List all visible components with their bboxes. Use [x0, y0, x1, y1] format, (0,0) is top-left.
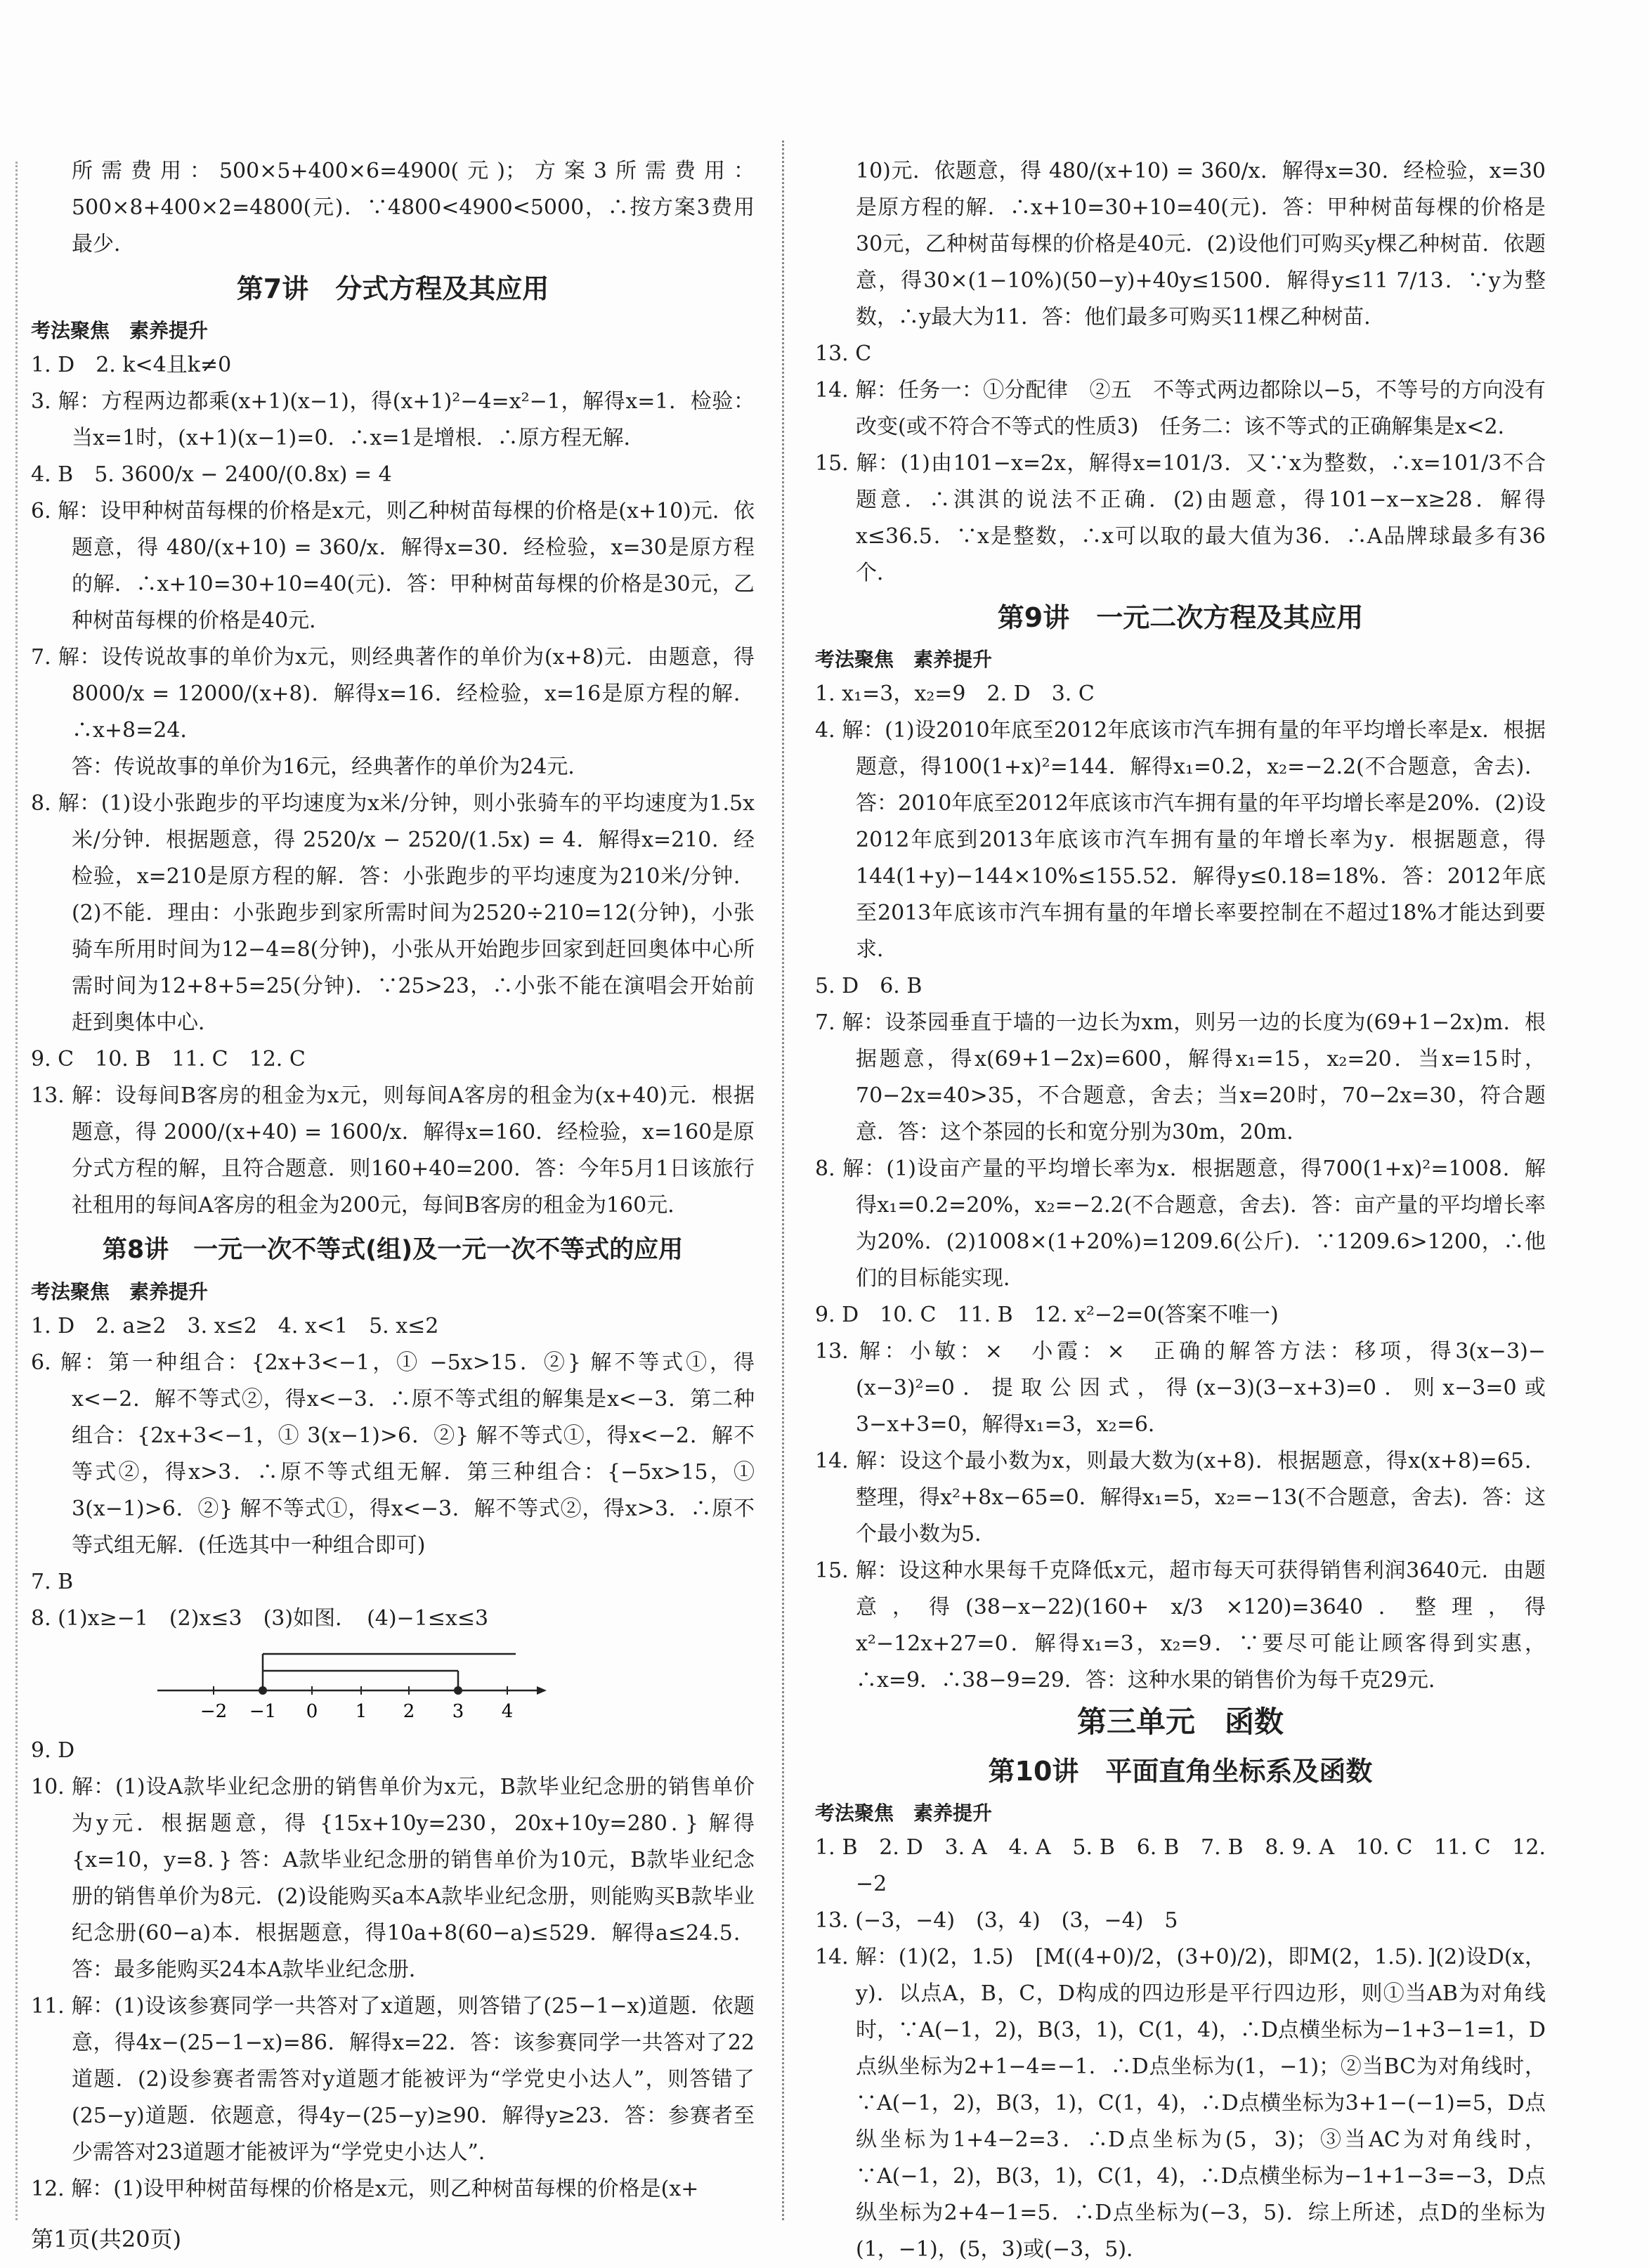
binding-margin-line — [15, 162, 18, 2220]
answer-item: 5. D 6. B — [815, 974, 923, 998]
lecture-10-title: 第10讲 平面直角坐标系及函数 — [988, 1756, 1373, 1787]
number-line-figure — [157, 1641, 551, 1726]
left-column — [31, 153, 755, 2208]
lecture-9-title: 第9讲 一元二次方程及其应用 — [997, 602, 1364, 633]
answer-item: 14. 解：任务一：①分配律 ②五 不等式两边都除以−5，不等号的方向没有改变(或不符合不等式的性质3) 任务二：该不等式的正确解集是x<2． — [815, 378, 1546, 439]
answer-item: 14. 解：(1)(2，1.5) [M((4+0)/2，(3+0)/2)，即M(2，1.5)．](2)设D(x，y)．以点A，B，C，D构成的四边形是平行四边形，则①当AB为对角线时，∵A(−1，2)，B(3，1)，C(1，4)，∴D点横坐标为−1+3−1=1，D点纵坐标为2+1−4=−1．∴D点坐标为(1，−1)；②当BC为对角线时，∵A(−1，2)，B(3，1)，C(1，4)，∴D点横坐标为3+1−(−1)=5，D点纵坐标为1+4−2=3．∴D点坐标为(5，3)；③当AC为对角线时，∵A(−1，2)，B(3，1)，C(1，4)，∴D点横坐标为−1+1−3=−3，D点纵坐标为2+4−1=5．∴D点坐标为(−3，5)．综上所述，点D的坐标为(1，−1)，(5，3)或(−3，5)． — [815, 1945, 1546, 2262]
lecture-7-title: 第7讲 分式方程及其应用 — [236, 273, 549, 304]
answer-item: 7. 解：设传说故事的单价为x元，则经典著作的单价为(x+8)元．由题意，得 8000/x = 12000/(x+8)．解得x=16．经检验，x=16是原方程的解．∴x+8=24． — [31, 645, 755, 743]
answer-item: 6. 解：第一种组合：{2x+3<−1，① −5x>15．②} 解不等式①，得x<−2．解不等式②，得x<−3．∴原不等式组的解集是x<−3．第二种组合：{2x+3<−1，① 3(x−1)>6．②} 解不等式①，得x<−2．解不等式②，得x>3．∴原不等式组无解．第三种组合：{−5x>15，① 3(x−1)>6．②} 解不等式①，得x<−3．解不等式②，得x>3．∴原不等式组无解．(任选其中一种组合即可) — [31, 1350, 755, 1558]
axis-tick-label: 1 — [355, 1701, 367, 1722]
column-divider — [782, 141, 784, 2220]
answer-item: 15. 解：设这种水果每千克降低x元，超市每天可获得销售利润3640元．由题意，得(38−x−22)(160+ x/3 ×120)=3640．整理，得x²−12x+27=0．解得x₁=3，x₂=9．∵要尽可能让顾客得到实惠，∴x=9．∴38−9=29．答：这种水果的销售价为每千克29元． — [815, 1558, 1546, 1693]
page-footer: 第1页(共20页) — [31, 2226, 182, 2253]
answer-item: 1. D 2. k<4且k≠0 — [31, 353, 232, 377]
axis-tick-label: −2 — [200, 1701, 228, 1722]
axis-tick-label: 4 — [501, 1701, 514, 1722]
axis-tick-label: 2 — [403, 1701, 415, 1722]
answer-item: 12. 解：(1)设甲种树苗每棵的价格是x元，则乙种树苗每棵的价格是(x+ — [31, 2177, 699, 2201]
answer-item: 9. D — [31, 1738, 75, 1763]
answer-item: 11. 解：(1)设该参赛同学一共答对了x道题，则答错了(25−1−x)道题．依题意，得4x−(25−1−x)=86．解得x=22．答：该参赛同学一共答对了22道题．(2)设参赛者需答对y道题才能被评为“学党史小达人”，则答错了(25−y)道题．依题意，得4y−(25−y)≥90．解得y≥23．答：参赛者至少需答对23道题才能被评为“学党史小达人”． — [31, 1994, 755, 2165]
answer-item: 13. 解：小敏：× 小霞：× 正确的解答方法：移项，得3(x−3)−(x−3)²=0．提取公因式，得(x−3)(3−x+3)=0．则x−3=0或3−x+3=0，解得x₁=3，x₂=6． — [815, 1339, 1546, 1437]
axis-tick-label: 0 — [306, 1701, 318, 1722]
axis-tick-label: −1 — [249, 1701, 277, 1722]
axis-arrow-icon — [537, 1686, 547, 1695]
answer-item: 14. 解：设这个最小数为x，则最大数为(x+8)．根据题意，得x(x+8)=65．整理，得x²+8x−65=0．解得x₁=5，x₂=−13(不合题意，舍去)．答：这个最小数为5． — [815, 1449, 1546, 1546]
answer-item: 7. B — [31, 1570, 74, 1594]
continued-text: 10)元．依题意，得 480/(x+10) = 360/x．解得x=30．经检验，x=30是原方程的解．∴x+10=30+10=40(元)．答：甲种树苗每棵的价格是30元，乙种树苗每棵的价格是40元．(2)设他们可购买y棵乙种树苗．依题意，得30×(1−10%)(50−y)+40y≤1500．解得y≤11 7/13．∵y为整数，∴y最大为11．答：他们最多可购买11棵乙种树苗． — [856, 159, 1546, 330]
answer-item: 8. (1)x≥−1 (2)x≤3 (3)如图． (4)−1≤x≤3 — [31, 1606, 489, 1631]
answer-item: 1. D 2. a≥2 3. x≤2 4. x<1 5. x≤2 — [31, 1314, 439, 1338]
answer-item: 1. B 2. D 3. A 4. A 5. B 6. B 7. B 8. 9. A 10. C 11. C 12. −2 — [815, 1835, 1546, 1896]
answer-item: 9. D 10. C 11. B 12. x²−2=0(答案不唯一) — [815, 1303, 1279, 1327]
answer-item: 13. 解：设每间B客房的租金为x元，则每间A客房的租金为(x+40)元．根据题意，得 2000/(x+40) = 1600/x．解得x=160．经检验，x=160是原分式方程的解，且符合题意．则160+40=200．答：今年5月1日该旅行社租用的每间A客房的租金为200元，每间B客房的租金为160元． — [31, 1083, 755, 1218]
answer-item: 8. 解：(1)设亩产量的平均增长率为x．根据题意，得700(1+x)²=1008．解得x₁=0.2=20%，x₂=−2.2(不合题意，舍去)．答：亩产量的平均增长率为20%．(2)1008×(1+20%)=1209.6(公斤)．∵1209.6>1200，∴他们的目标能实现． — [815, 1156, 1546, 1291]
answer-item: 15. 解：(1)由101−x=2x，解得x=101/3．又∵x为整数，∴x=101/3不合题意．∴淇淇的说法不正确．(2)由题意，得101−x−x≥28．解得x≤36.5．∵x是整数，∴x可以取的最大值为36．∴A品牌球最多有36个． — [815, 451, 1546, 585]
section-subtitle: 考法聚焦 素养提升 — [31, 1280, 209, 1303]
answer-item: 13. C — [815, 341, 872, 366]
answer-item: 1. x₁=3，x₂=9 2. D 3. C — [815, 682, 1095, 706]
section-subtitle: 考法聚焦 素养提升 — [815, 1801, 993, 1825]
continued-text: 所需费用：500×5+400×6=4900(元)；方案3所需费用：500×8+400×2=4800(元)．∵4800<4900<5000，∴按方案3费用最少． — [72, 159, 755, 256]
section-subtitle: 考法聚焦 素养提升 — [31, 319, 209, 342]
answer-item: 10. 解：(1)设A款毕业纪念册的销售单价为x元，B款毕业纪念册的销售单价为y元．根据题意，得 {15x+10y=230，20x+10y=280．} 解得 {x=10，y=8．} 答：A款毕业纪念册的销售单价为10元，B款毕业纪念册的销售单价为8元．(2)设能购买a本A款毕业纪念册，则能购买B款毕业纪念册(60−a)本．根据题意，得10a+8(60−a)≤529．解得a≤24.5．答：最多能购买24本A款毕业纪念册． — [31, 1775, 755, 1982]
unit-3-title: 第三单元 函数 — [1076, 1705, 1284, 1739]
axis-tick-label: 3 — [452, 1701, 464, 1722]
answer-item: 3. 解：方程两边都乘(x+1)(x−1)，得(x+1)²−4=x²−1，解得x=1．检验：当x=1时，(x+1)(x−1)=0．∴x=1是增根．∴原方程无解． — [31, 389, 755, 450]
answer-item: 6. 解：设甲种树苗每棵的价格是x元，则乙种树苗每棵的价格是(x+10)元．依题意，得 480/(x+10) = 360/x．解得x=30．经检验，x=30是原方程的解．∴x+10=30+10=40(元)．答：甲种树苗每棵的价格是30元，乙种树苗每棵的价格是40元． — [31, 499, 755, 633]
answer-item: 13. (−3，−4) (3，4) (3，−4) 5 — [815, 1908, 1178, 1933]
answer-item: 答：传说故事的单价为16元，经典著作的单价为24元． — [72, 755, 589, 779]
answer-item: 9. C 10. B 11. C 12. C — [31, 1047, 306, 1071]
answer-item: 4. 解：(1)设2010年底至2012年底该市汽车拥有量的年平均增长率是x．根据题意，得100(1+x)²=144．解得x₁=0.2，x₂=−2.2(不合题意，舍去)．答：2010年底至2012年底该市汽车拥有量的年平均增长率是20%．(2)设2012年底到2013年底该市汽车拥有量的年增长率为y．根据题意，得144(1+y)−144×10%≤155.52．解得y≤0.18=18%．答：2012年底至2013年底该市汽车拥有量的年增长率要控制在不超过18%才能达到要求． — [815, 718, 1546, 962]
answer-item: 7. 解：设茶园垂直于墙的一边长为xm，则另一边的长度为(69+1−2x)m．根据题意，得x(69+1−2x)=600，解得x₁=15，x₂=20．当x=15时，70−2x=40>35，不合题意，舍去；当x=20时，70−2x=30，符合题意．答：这个茶园的长和宽分别为30m，20m． — [815, 1010, 1546, 1145]
right-column — [815, 153, 1546, 2268]
answer-item: 4. B 5. 3600/x − 2400/(0.8x) = 4 — [31, 462, 392, 487]
lecture-8-title: 第8讲 一元一次不等式(组)及一元一次不等式的应用 — [102, 1236, 684, 1264]
section-subtitle: 考法聚焦 素养提升 — [815, 648, 993, 671]
answer-item: 8. 解：(1)设小张跑步的平均速度为x米/分钟，则小张骑车的平均速度为1.5x米/分钟．根据题意，得 2520/x − 2520/(1.5x) = 4．解得x=210．经检验，x=210是原方程的解．答：小张跑步的平均速度为210米/分钟．(2)不能．理由：小张跑步到家所需时间为2520÷210=12(分钟)，小张骑车所用时间为12−4=8(分钟)，小张从开始跑步回家到赶回奥体中心所需时间为12+8+5=25(分钟)．∵25>23，∴小张不能在演唱会开始前赶到奥体中心． — [31, 791, 755, 1035]
